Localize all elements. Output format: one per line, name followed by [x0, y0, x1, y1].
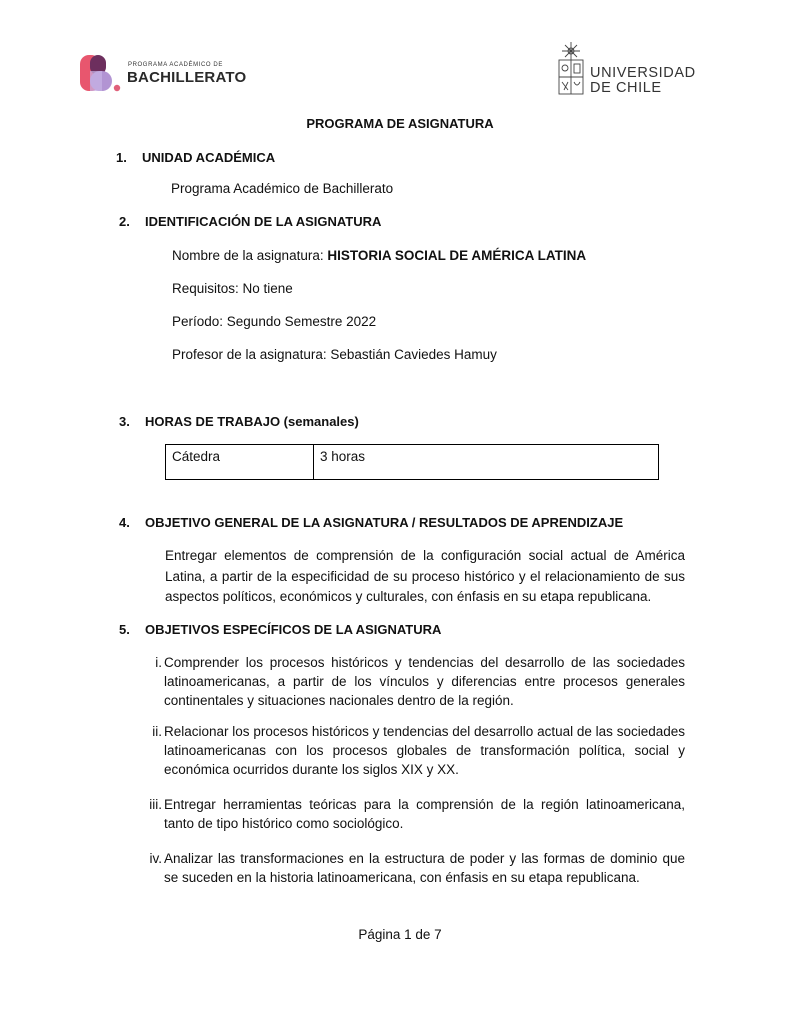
universidad-de-chile-logo: [556, 40, 696, 100]
section-3-heading: [119, 414, 359, 429]
section-5-number: 5.: [119, 622, 130, 637]
requisitos-line: Requisitos: No tiene: [172, 281, 293, 296]
section-3-number: 3.: [119, 414, 130, 429]
profesor-line: Profesor de la asignatura: Sebastián Caviedes Hamuy: [172, 347, 497, 362]
section-4-number: 4.: [119, 515, 130, 530]
list-item: [140, 653, 685, 710]
section-2-title: IDENTIFICACIÓN DE LA ASIGNATURA: [145, 214, 382, 229]
list-item-text: Relacionar los procesos históricos y tendencias del desarrollo actual de las sociedades latinoamericanas con los procesos globales de transformación política, social y económica ocurridos durante los siglos XIX y XX.: [164, 724, 685, 777]
list-item: [140, 722, 685, 779]
section-5-title: OBJETIVOS ESPECÍFICOS DE LA ASIGNATURA: [145, 622, 442, 637]
hours-table-label-cell: Cátedra: [166, 445, 314, 479]
list-item-marker: iii.: [149, 797, 162, 812]
list-item-marker: ii.: [152, 724, 162, 739]
bachillerato-logo-icon: [78, 52, 126, 96]
bachillerato-logo-small-text: PROGRAMA ACADÉMICO DE: [128, 62, 223, 68]
section-1-heading: [116, 150, 275, 165]
list-item: [140, 795, 685, 833]
subject-name-label: Nombre de la asignatura:: [172, 248, 328, 263]
subject-name-line: [172, 248, 586, 263]
periodo-line: Período: Segundo Semestre 2022: [172, 314, 377, 329]
bachillerato-logo-big-text: BACHILLERATO: [127, 69, 247, 86]
section-4-heading: [119, 515, 623, 530]
page-header: [0, 0, 800, 110]
page-number-footer: Página 1 de 7: [358, 927, 442, 942]
list-item-text: Comprender los procesos históricos y tendencias del desarrollo de las sociedades latinoamericanas, a partir de los vínculos y diferencias entre procesos generales continentales y situaciones nacionales dentro de la región.: [164, 655, 685, 708]
section-1-title: UNIDAD ACADÉMICA: [142, 150, 276, 165]
section-4-title: OBJETIVO GENERAL DE LA ASIGNATURA / RESULTADOS DE APRENDIZAJE: [145, 515, 624, 530]
general-objective-paragraph: Entregar elementos de comprensión de la configuración social actual de América Latina, a partir de la especificidad de su proceso histórico y el relacionamiento de sus aspectos políticos, económicos y culturales, con énfasis en su etapa republicana.: [165, 548, 685, 604]
section-3-title: HORAS DE TRABAJO (semanales): [145, 414, 359, 429]
list-item-text: Analizar las transformaciones en la estructura de poder y las formas de dominio que se suceden en la historia latinoamericana, con énfasis en su etapa republicana.: [164, 851, 685, 885]
hours-table: [165, 444, 659, 480]
section-1-number: 1.: [116, 150, 127, 165]
section-2-heading: [119, 214, 381, 229]
list-item-marker: i.: [155, 655, 162, 670]
universidad-de-chile-wordmark: [590, 66, 696, 96]
section-2-number: 2.: [119, 214, 130, 229]
section-5-heading: [119, 622, 441, 637]
list-item-text: Entregar herramientas teóricas para la comprensión de la región latinoamericana, tanto de tipo histórico como sociológico.: [164, 797, 685, 831]
list-item: [140, 849, 685, 887]
uchile-line1: UNIVERSIDAD: [590, 65, 696, 81]
subject-name-value: HISTORIA SOCIAL DE AMÉRICA LATINA: [327, 248, 587, 263]
bachillerato-logo: [78, 52, 258, 96]
list-item-marker: iv.: [149, 851, 162, 866]
uchile-line2: DE CHILE: [590, 80, 662, 96]
hours-table-value-cell: 3 horas: [320, 449, 366, 464]
university-crest-icon: [556, 40, 590, 98]
unidad-academica-value: Programa Académico de Bachillerato: [171, 181, 394, 196]
document-title: PROGRAMA DE ASIGNATURA: [306, 116, 494, 131]
